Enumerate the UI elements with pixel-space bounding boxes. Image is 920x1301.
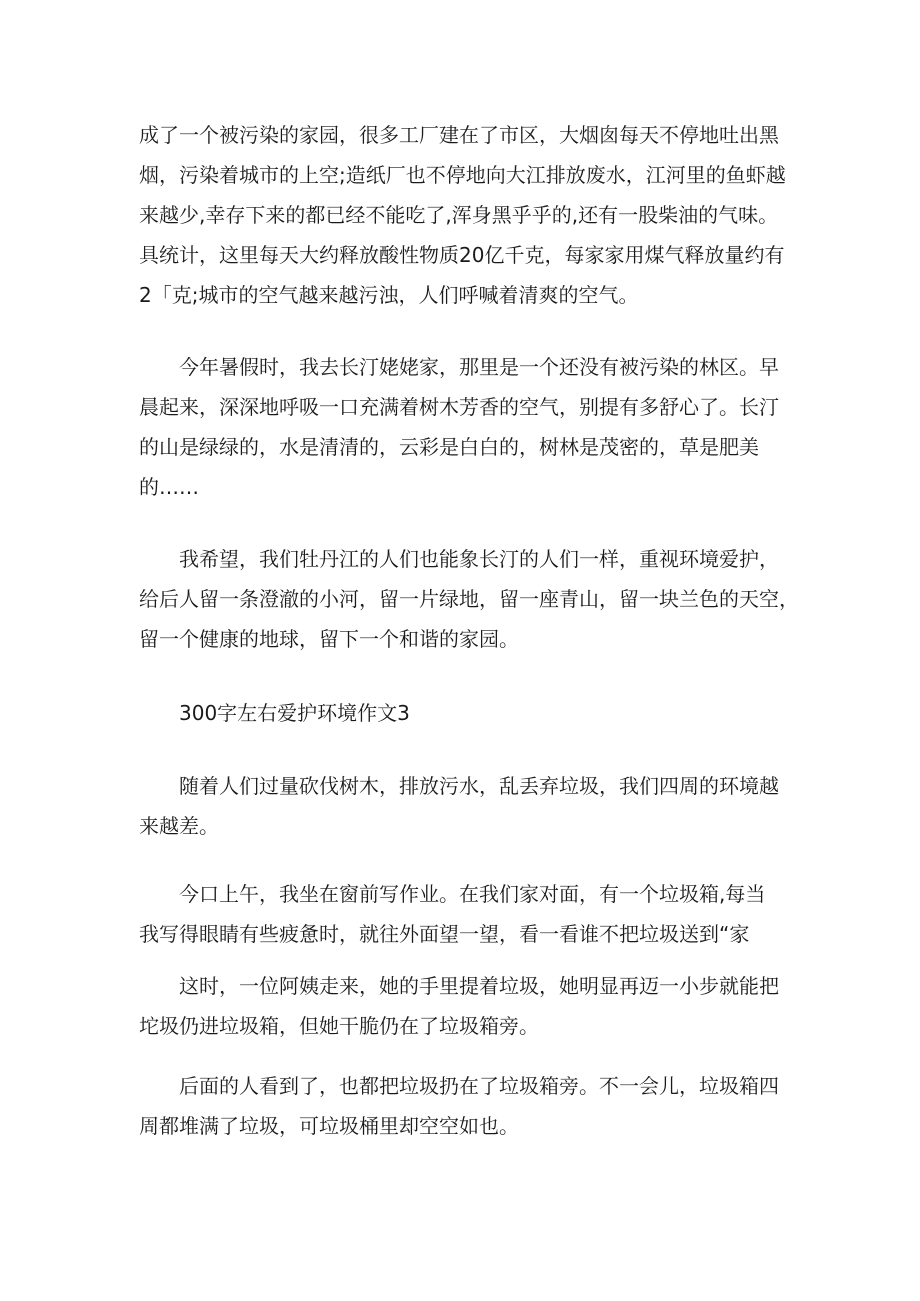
paragraph-7-line-2: 周都堆满了垃圾，可垃圾桶里却空空如也。 [139, 1114, 519, 1138]
paragraph-1-line-5: 2「克;城市的空气越来越污浊，人们呼喊着清爽的空气。 [139, 283, 639, 307]
paragraph-3-line-2: 给后人留一条澄澈的小河，留一片绿地，留一座青山，留一块兰色的天空， [139, 587, 799, 611]
paragraph-1-line-4: 具统计，这里每天大约释放酸性物质20亿千克，每家家用煤气释放量约有 [139, 243, 785, 267]
paragraph-2-line-4: 的…… [139, 475, 199, 499]
paragraph-2-line-2: 晨起来，深深地呼吸一口充满着树木芳香的空气，别提有多舒心了。长汀 [139, 395, 779, 419]
paragraph-1-line-1: 成了一个被污染的家园，很多工厂建在了市区，大烟囱每天不停地吐出黑 [139, 123, 779, 147]
paragraph-1-line-2: 烟，污染着城市的上空;造纸厂也不停地向大江排放废水，江河里的鱼虾越 [139, 163, 786, 187]
paragraph-4-line-2: 来越差。 [139, 814, 219, 838]
section-heading: 300字左右爱护环境作文3 [179, 701, 410, 725]
paragraph-5-line-2: 我写得眼睛有些疲惫时，就往外面望一望，看一看谁不把垃圾送到“家 [139, 922, 750, 946]
paragraph-1-line-3: 来越少,幸存下来的都已经不能吃了,浑身黑乎乎的,还有一股柴油的气味。 [139, 203, 779, 227]
paragraph-2-line-1: 今年暑假时，我去长汀姥姥家，那里是一个还没有被污染的林区。早 [179, 355, 779, 379]
paragraph-6-line-1: 这时，一位阿姨走来，她的手里提着垃圾，她明显再迈一小步就能把 [179, 974, 779, 998]
paragraph-2-line-3: 的山是绿绿的，水是清清的，云彩是白白的，树林是茂密的，草是肥美 [139, 435, 759, 459]
paragraph-3-line-3: 留一个健康的地球，留下一个和谐的家园。 [139, 627, 519, 651]
paragraph-6-line-2: 坨圾仍进垃圾箱，但她干脆仍在了垃圾箱旁。 [139, 1014, 539, 1038]
paragraph-7-line-1: 后面的人看到了，也都把垃圾扔在了垃圾箱旁。不一会儿，垃圾箱四 [179, 1074, 779, 1098]
paragraph-5-line-1: 今口上午，我坐在窗前写作业。在我们家对面，有一个垃圾箱,每当 [179, 882, 766, 906]
paragraph-3-line-1: 我希望，我们牡丹江的人们也能象长汀的人们一样，重视环境爱护， [179, 547, 779, 571]
paragraph-4-line-1: 随着人们过量砍伐树木，排放污水，乱丢弃垃圾，我们四周的环境越 [179, 774, 779, 798]
